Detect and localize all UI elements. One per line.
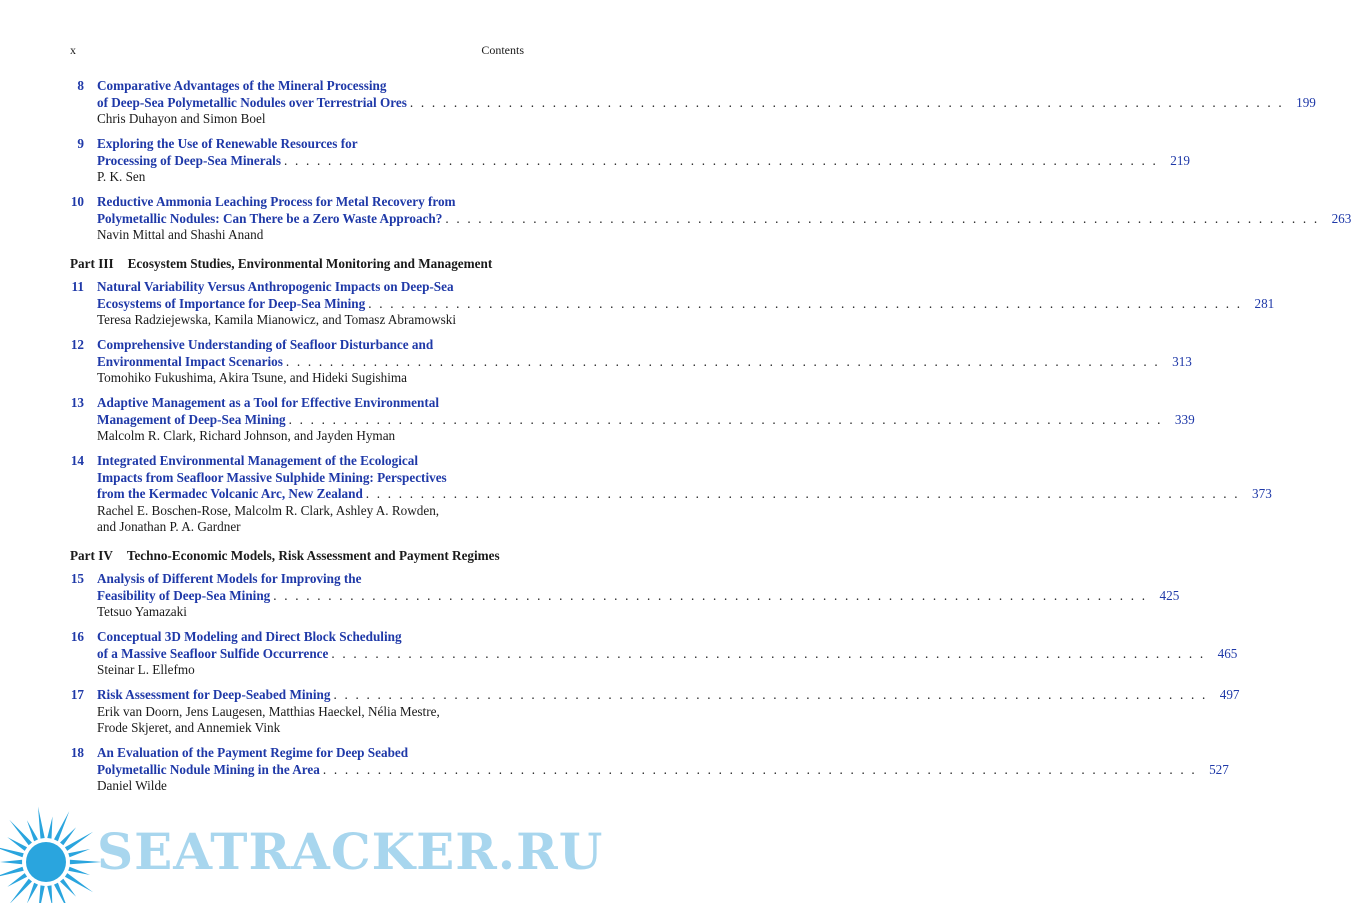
chapter-title-line[interactable]: Management of Deep-Sea Mining xyxy=(97,411,286,427)
chapter-title-line[interactable]: Environmental Impact Scenarios xyxy=(97,353,283,369)
watermark xyxy=(0,812,604,903)
toc-entry[interactable] xyxy=(70,395,1195,445)
leader-dots: . . . . . . . . . . . . . . . . . . . . . . . . . . . . . . . . . . . . . . . . . . . . . . . . . . . . . . . . . . . . . . . . . . . . . . . . . . . . . . . . xyxy=(445,210,1320,226)
chapter-title-line[interactable]: Adaptive Management as a Tool for Effective Environmental xyxy=(97,395,440,410)
chapter-authors: Frode Skjeret, and Annemiek Vink xyxy=(97,720,281,735)
leader-dots: . . . . . . . . . . . . . . . . . . . . . . . . . . . . . . . . . . . . . . . . . . . . . . . . . . . . . . . . . . . . . . . . . . . . . . . . . . . . . . . . xyxy=(273,587,1148,603)
chapter-title-line[interactable]: Processing of Deep-Sea Minerals xyxy=(97,152,281,168)
chapter-number: 16 xyxy=(70,629,84,644)
chapter-title-last-line xyxy=(97,210,1351,228)
leader-dots: . . . . . . . . . . . . . . . . . . . . . . . . . . . . . . . . . . . . . . . . . . . . . . . . . . . . . . . . . . . . . . . . . . . . . . . . . . . . . . . . xyxy=(368,295,1243,311)
page-reference[interactable]: 263 xyxy=(1331,210,1351,226)
chapter-number: 14 xyxy=(70,453,84,468)
sun-ray xyxy=(38,885,45,903)
chapter-title-line[interactable]: from the Kermadec Volcanic Arc, New Zealand xyxy=(97,486,363,501)
toc-entry[interactable] xyxy=(70,136,1190,186)
chapter-title-line[interactable]: of Deep-Sea Polymetallic Nodules over Terrestrial Ores xyxy=(97,94,407,110)
page-reference[interactable]: 465 xyxy=(1217,645,1238,661)
chapter-title-line[interactable]: Reductive Ammonia Leaching Process for Metal Recovery from xyxy=(97,194,456,209)
toc-entry[interactable] xyxy=(70,571,1180,621)
chapter-title-line[interactable]: Ecosystems of Importance for Deep-Sea Mining xyxy=(97,295,366,311)
part-title: Techno-Economic Models, Risk Assessment and Payment Regimes xyxy=(126,547,500,563)
page-reference[interactable]: 527 xyxy=(1209,761,1229,777)
chapter-number: 15 xyxy=(70,571,84,586)
chapter-title-line[interactable]: An Evaluation of the Payment Regime for Deep Seabed xyxy=(97,745,409,760)
chapter-number: 12 xyxy=(70,337,84,352)
part-heading xyxy=(70,256,524,273)
toc-entry[interactable] xyxy=(70,194,1351,244)
chapter-authors: Navin Mittal and Shashi Anand xyxy=(97,227,264,242)
sun-logo-icon xyxy=(0,812,100,903)
chapter-title-line[interactable]: Comparative Advantages of the Mineral Processing xyxy=(97,78,387,93)
chapter-title-line[interactable]: Exploring the Use of Renewable Resources for xyxy=(97,136,358,151)
chapter-authors: Erik van Doorn, Jens Laugesen, Matthias Haeckel, Nélia Mestre, xyxy=(97,703,440,719)
sun-ray xyxy=(38,807,45,839)
chapter-title-last-line xyxy=(97,761,1229,779)
chapter-title-line[interactable]: Risk Assessment for Deep-Seabed Mining xyxy=(97,687,331,702)
sun-ray xyxy=(68,849,90,857)
chapter-title-last-line xyxy=(97,486,1272,503)
chapter-title-line[interactable]: Polymetallic Nodule Mining in the Area xyxy=(97,761,320,777)
toc-entry[interactable] xyxy=(70,687,1240,737)
chapter-title-line[interactable]: Integrated Environmental Management of the Ecological xyxy=(97,453,418,468)
leader-dots: . . . . . . . . . . . . . . . . . . . . . . . . . . . . . . . . . . . . . . . . . . . . . . . . . . . . . . . . . . . . . . . . . . . . . . . . . . . . . . . . xyxy=(288,411,1163,427)
chapter-title-line[interactable]: Conceptual 3D Modeling and Direct Block Scheduling xyxy=(97,629,402,644)
chapter-title-line[interactable]: Impacts from Seafloor Massive Sulphide Mining: Perspectives xyxy=(97,469,447,485)
chapter-authors: Steinar L. Ellefmo xyxy=(97,662,195,677)
chapter-authors: Teresa Radziejewska, Kamila Mianowicz, and Tomasz Abramowski xyxy=(97,312,456,327)
page-reference[interactable]: 281 xyxy=(1254,295,1275,311)
page-reference[interactable]: 497 xyxy=(1219,687,1240,702)
part-heading xyxy=(70,548,524,565)
chapter-title-last-line xyxy=(97,687,1240,704)
part-title: Ecosystem Studies, Environmental Monitoring and Management xyxy=(127,255,493,271)
toc-entry[interactable] xyxy=(70,453,1272,536)
page-reference[interactable]: 219 xyxy=(1170,152,1190,168)
chapter-number: 8 xyxy=(77,78,84,93)
chapter-number: 17 xyxy=(70,687,84,702)
table-of-contents xyxy=(70,78,1351,803)
toc-entry[interactable] xyxy=(70,78,1316,128)
leader-dots: . . . . . . . . . . . . . . . . . . . . . . . . . . . . . . . . . . . . . . . . . . . . . . . . . . . . . . . . . . . . . . . . . . . . . . . . . . . . . . . . xyxy=(409,94,1284,110)
leader-dots: . . . . . . . . . . . . . . . . . . . . . . . . . . . . . . . . . . . . . . . . . . . . . . . . . . . . . . . . . . . . . . . . . . . . . . . . . . . . . . . . xyxy=(322,761,1197,777)
chapter-number: 10 xyxy=(70,194,84,209)
chapter-title-line[interactable]: Comprehensive Understanding of Seafloor Disturbance and xyxy=(97,337,434,352)
page-number: x xyxy=(70,43,76,57)
chapter-authors: Daniel Wilde xyxy=(97,778,167,793)
leader-dots: . . . . . . . . . . . . . . . . . . . . . . . . . . . . . . . . . . . . . . . . . . . . . . . . . . . . . . . . . . . . . . . . . . . . . . . . . . . . . . . . xyxy=(365,486,1240,501)
chapter-number: 18 xyxy=(70,745,84,760)
sun-core xyxy=(26,842,66,882)
chapter-title-last-line xyxy=(97,645,1238,663)
chapter-title-line[interactable]: Natural Variability Versus Anthropogenic Impacts on Deep-Sea xyxy=(97,279,454,294)
sun-ray xyxy=(27,883,38,903)
chapter-title-last-line xyxy=(97,353,1192,371)
chapter-authors: and Jonathan P. A. Gardner xyxy=(97,519,241,534)
chapter-number: 9 xyxy=(77,136,84,151)
sun-ray xyxy=(0,867,24,878)
chapter-number: 11 xyxy=(71,279,84,294)
page-reference[interactable]: 313 xyxy=(1172,353,1192,369)
chapter-title-line[interactable]: Feasibility of Deep-Sea Mining xyxy=(97,587,271,603)
toc-entry[interactable] xyxy=(70,337,1192,387)
chapter-number: 13 xyxy=(70,395,84,410)
chapter-title-line[interactable]: Polymetallic Nodules: Can There be a Zero Waste Approach? xyxy=(97,210,443,226)
leader-dots: . . . . . . . . . . . . . . . . . . . . . . . . . . . . . . . . . . . . . . . . . . . . . . . . . . . . . . . . . . . . . . . . . . . . . . . . . . . . . . . . xyxy=(283,152,1158,168)
page-reference[interactable]: 425 xyxy=(1159,587,1180,603)
chapter-title-last-line xyxy=(97,587,1180,605)
toc-entry[interactable] xyxy=(70,279,1275,329)
chapter-title-last-line xyxy=(97,94,1316,112)
leader-dots: . . . . . . . . . . . . . . . . . . . . . . . . . . . . . . . . . . . . . . . . . . . . . . . . . . . . . . . . . . . . . . . . . . . . . . . . . . . . . . . . xyxy=(285,353,1160,369)
watermark-text: SEATRACKER.RU xyxy=(97,822,604,881)
running-title: Contents xyxy=(481,43,524,57)
chapter-authors: Chris Duhayon and Simon Boel xyxy=(97,111,266,126)
sun-ray xyxy=(47,885,52,903)
sun-ray xyxy=(27,820,38,841)
part-label: Part III xyxy=(70,255,114,271)
sun-ray xyxy=(68,867,90,875)
sun-ray xyxy=(0,860,22,864)
chapter-title-line[interactable]: Analysis of Different Models for Improving the xyxy=(97,571,362,586)
chapter-title-line[interactable]: of a Massive Seafloor Sulfide Occurrence xyxy=(97,645,329,661)
toc-entry[interactable] xyxy=(70,629,1238,679)
leader-dots: . . . . . . . . . . . . . . . . . . . . . . . . . . . . . . . . . . . . . . . . . . . . . . . . . . . . . . . . . . . . . . . . . . . . . . . . . . . . . . . . xyxy=(333,687,1208,702)
chapter-authors: Tomohiko Fukushima, Akira Tsune, and Hideki Sugishima xyxy=(97,370,408,385)
sun-ray xyxy=(47,817,52,839)
chapter-authors: Tetsuo Yamazaki xyxy=(97,604,187,619)
chapter-authors: Rachel E. Boschen-Rose, Malcolm R. Clark, Ashley A. Rowden, xyxy=(97,502,440,518)
chapter-authors: P. K. Sen xyxy=(97,169,146,184)
leader-dots: . . . . . . . . . . . . . . . . . . . . . . . . . . . . . . . . . . . . . . . . . . . . . . . . . . . . . . . . . . . . . . . . . . . . . . . . . . . . . . . . xyxy=(331,645,1206,661)
sun-ray xyxy=(0,846,24,857)
chapter-title-last-line xyxy=(97,295,1275,313)
page-reference[interactable]: 373 xyxy=(1252,486,1272,501)
page-reference[interactable]: 339 xyxy=(1174,411,1195,427)
page-reference[interactable]: 199 xyxy=(1296,94,1316,110)
chapter-authors: Malcolm R. Clark, Richard Johnson, and Jayden Hyman xyxy=(97,428,396,443)
part-label: Part IV xyxy=(70,547,113,563)
toc-entry[interactable] xyxy=(70,745,1229,795)
chapter-title-last-line xyxy=(97,411,1195,429)
chapter-title-last-line xyxy=(97,152,1190,170)
